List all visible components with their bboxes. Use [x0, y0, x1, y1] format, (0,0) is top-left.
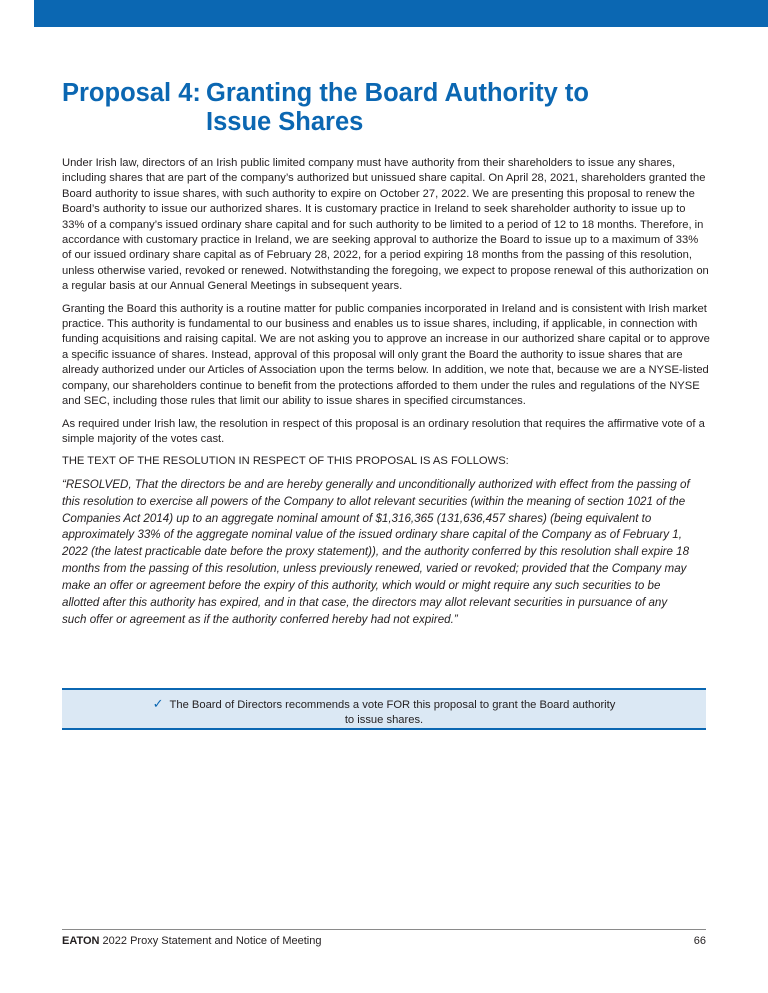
footer-brand: EATON	[62, 935, 100, 947]
recommendation-box	[62, 688, 706, 730]
body-content	[62, 156, 710, 636]
resolution-heading: THE TEXT OF THE RESOLUTION IN RESPECT OF THIS PROPOSAL IS AS FOLLOWS:	[62, 455, 509, 468]
title-line-2: Issue Shares	[206, 108, 364, 136]
footer-divider	[62, 929, 706, 930]
title-line-1: Granting the Board Authority to	[206, 79, 589, 107]
recommendation-line-2: to issue shares.	[344, 714, 424, 726]
resolution-quote: “RESOLVED, That the directors be and are hereby generally and unconditionally authorized with effect from the passing of this resolution to exercise all powers of the Company to allot relevant securities (within the meaning of section 1021 of the Companies Act 2014) up to an aggregate nominal amount of $1,316,365 (131,636,457 shares) (being equivalent to approximately 33% of the aggregate nominal value of the issued ordinary share capital of the Company as of February 1, 2022 (the latest practicable date before the proxy statement)), and the authority conferred by this resolution shall expire 18 months from the passing of this resolution, unless previously renewed, varied or revoked; provided that the Company may make an offer or agreement before the expiry of this authority, which would or might require any such securities to be allotted after this authority has expired, and in that case, the directors may allot relevant securities in pursuance of any such offer or agreement as if the authority conferred hereby had not expired.”	[62, 477, 690, 626]
top-accent-bar	[34, 0, 768, 27]
page-number: 66	[693, 935, 706, 947]
page-title	[62, 79, 702, 137]
page-footer	[62, 935, 706, 948]
footer-doc-title: 2022 Proxy Statement and Notice of Meeting	[99, 935, 322, 947]
proposal-number: Proposal 4:	[62, 79, 201, 107]
paragraph-3: As required under Irish law, the resolution in respect of this proposal is an ordinary resolution that requires the affirmative vote of a simple majority of the votes cast.	[62, 417, 705, 445]
paragraph-1: Under Irish law, directors of an Irish public limited company must have authority from their shareholders to issue any shares, including shares that are part of the company’s authorized but unissued share capital. On April 28, 2021, shareholders granted the Board authority to issue shares, with such authority to expire on October 27, 2022. We are presenting this proposal to renew the Board’s authority to issue our authorized shares. It is customary practice in Ireland to seek shareholder authority to issue up to 33% of a company’s issued ordinary share capital and for such authority to be limited to a period of 12 to 18 months. Therefore, in accordance with customary practice in Ireland, we are seeking approval to authorize the Board to issue up to a maximum of 33% of our issued ordinary share capital as of February 28, 2022, for a period expiring 18 months from the passing of this resolution, unless otherwise varied, revoked or renewed. Notwithstanding the foregoing, we expect to propose renewal of this authorization on a regular basis at our Annual General Meetings in subsequent years.	[62, 157, 709, 293]
checkmark-icon: ✓	[152, 696, 164, 711]
paragraph-2: Granting the Board this authority is a routine matter for public companies incorporated in Ireland and is consistent with Irish market practice. This authority is fundamental to our business and enables us to issue shares, including, if applicable, in connection with funding acquisitions and raising capital. We are not asking you to approve an increase in our authorized share capital or to approve a specific issuance of shares. Instead, approval of this proposal will only grant the Board the authority to issue shares that are already authorized under our Articles of Association upon the terms below. In addition, we note that, because we are a NYSE-listed company, our shareholders continue to benefit from the protections afforded to them under the rules and regulations of the NYSE and SEC, including those rules that limit our ability to issue shares in specified circumstances.	[62, 302, 710, 408]
recommendation-line-1: The Board of Directors recommends a vote FOR this proposal to grant the Board authority	[169, 699, 616, 711]
